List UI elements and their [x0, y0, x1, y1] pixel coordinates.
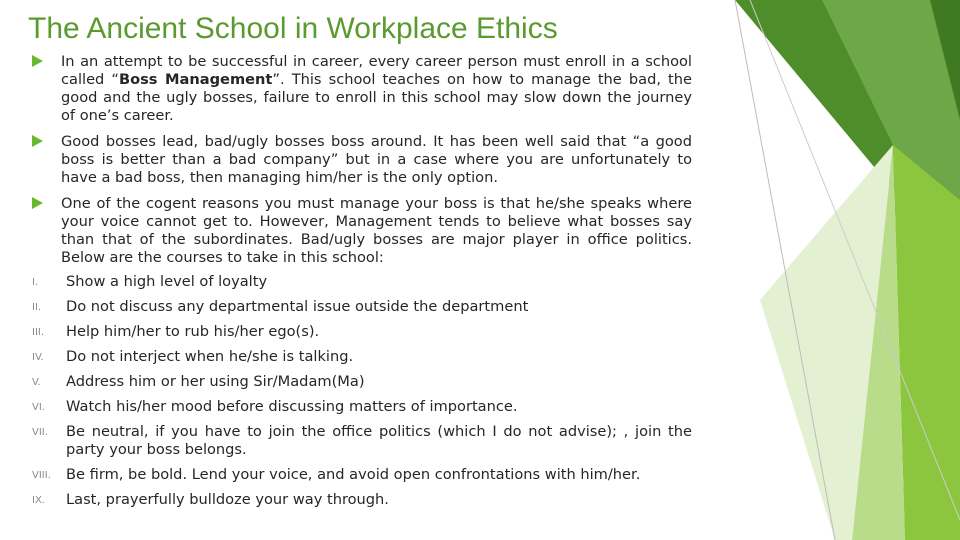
content-body — [32, 53, 692, 509]
course-marker: III. — [32, 327, 45, 338]
bullet-text: In an attempt to be successful in career, every career person must enroll in a school called “ — [61, 53, 692, 88]
course-item — [32, 273, 692, 291]
bullet-item — [32, 133, 692, 187]
bullet-arrow-icon — [32, 55, 43, 67]
course-marker: IV. — [32, 352, 44, 363]
course-text: Address him or her using Sir/Madam(Ma) — [66, 373, 365, 390]
course-marker: VI. — [32, 402, 45, 413]
course-text: Do not discuss any departmental issue outside the department — [66, 298, 529, 315]
bullet-arrow-icon — [32, 135, 43, 147]
course-text: Help him/her to rub his/her ego(s). — [66, 323, 320, 340]
course-marker: IX. — [32, 495, 45, 506]
course-item — [32, 423, 692, 459]
course-text: Do not interject when he/she is talking. — [66, 348, 354, 365]
course-item — [32, 323, 692, 341]
course-item — [32, 348, 692, 366]
course-marker: VIII. — [32, 470, 51, 481]
course-item — [32, 398, 692, 416]
course-text: Watch his/her mood before discussing matters of importance. — [66, 398, 518, 415]
course-marker: II. — [32, 302, 42, 313]
course-text: Last, prayerfully bulldoze your way through. — [66, 491, 389, 508]
course-item — [32, 491, 692, 509]
course-text: Be firm, be bold. Lend your voice, and avoid open confrontations with him/her. — [66, 466, 641, 483]
course-marker: I. — [32, 277, 39, 288]
bullet-bold-text: Boss Management — [118, 71, 273, 88]
page-title: The Ancient School in Workplace Ethics — [28, 12, 558, 45]
course-marker: V. — [32, 377, 41, 388]
bullet-item — [32, 195, 692, 267]
bullet-text: One of the cogent reasons you must manage your boss is that he/she speaks where your voice cannot get to. However, Management tends to believe what bosses say than that of the subordinates. Bad/ugly bosses are major player in office politics. Below are the courses to take in this school: — [61, 195, 692, 266]
course-text: Be neutral, if you have to join the office politics (which I do not advise); , join the party your boss belongs. — [66, 423, 692, 458]
course-item — [32, 373, 692, 391]
course-text: Show a high level of loyalty — [66, 273, 268, 290]
course-marker: VII. — [32, 427, 48, 438]
bullet-text: ”. This school teaches on how to manage the bad, the good and the ugly bosses, failure to enroll in this school may slow down the journey of one’s career. — [61, 71, 692, 124]
course-item — [32, 466, 692, 484]
bullet-text: Good bosses lead, bad/ugly bosses boss around. It has been well said that “a good boss is better than a bad company” but in a case where you are unfortunately to have a bad boss, then managing him/her is the only option. — [61, 133, 692, 186]
bullet-arrow-icon — [32, 197, 43, 209]
course-item — [32, 298, 692, 316]
bullet-item — [32, 53, 692, 125]
